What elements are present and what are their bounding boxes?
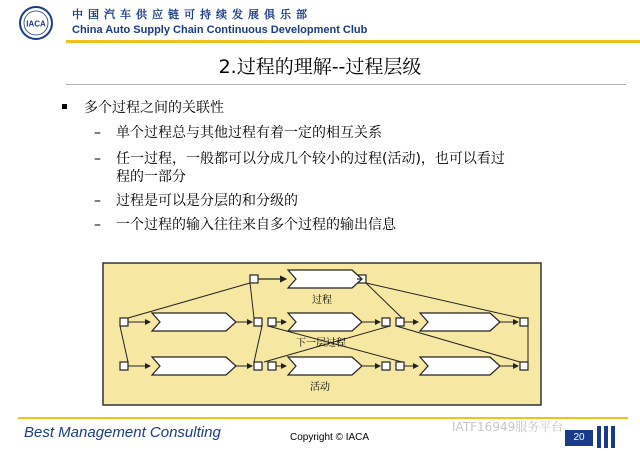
process-chevron — [152, 313, 236, 331]
sub-item — [94, 122, 382, 142]
connector-box — [382, 362, 390, 370]
connector-box — [520, 362, 528, 370]
connector-box — [268, 318, 276, 326]
sub-item-text: 一个过程的输入往往来自多个过程的输出信息 — [116, 217, 396, 233]
sub-item — [94, 214, 396, 234]
process-chevron — [288, 270, 362, 288]
bullet-main: 多个过程之间的关联性 — [84, 100, 224, 116]
bullet-marker — [62, 104, 67, 109]
dash-marker: – — [94, 151, 101, 167]
slide-title: 2.过程的理解--过程层级 — [218, 56, 422, 78]
label-sub-process: 下一层过程 — [296, 338, 346, 349]
process-chevron — [288, 313, 362, 331]
connector-box — [120, 362, 128, 370]
dash-marker: – — [94, 217, 101, 233]
logo-text: IACA — [26, 19, 46, 29]
club-name-cn: 中国汽车供应链可持续发展俱乐部 — [72, 8, 312, 21]
decorative-bars-icon — [597, 426, 621, 448]
connector-box — [120, 318, 128, 326]
dash-marker: – — [94, 125, 101, 141]
sub-item-text: 过程是可以是分层的和分级的 — [116, 193, 298, 209]
connector-box — [250, 275, 258, 283]
connector-box — [396, 362, 404, 370]
title-divider — [66, 84, 626, 85]
sub-item-text: 任一过程，一般都可以分成几个较小的过程(活动)，也可以看过 — [116, 151, 505, 167]
process-chevron — [152, 357, 236, 375]
company-name: Best Management Consulting — [24, 424, 221, 441]
label-activity: 活动 — [310, 382, 330, 393]
sub-item — [94, 148, 505, 168]
connector-box — [268, 362, 276, 370]
process-hierarchy-diagram — [102, 262, 542, 406]
activity-row — [120, 357, 528, 375]
header — [0, 0, 640, 44]
process-chevron — [420, 357, 500, 375]
club-name-en: China Auto Supply Chain Continuous Development Club — [72, 24, 368, 36]
process-chevron — [420, 313, 500, 331]
sub-item-continuation: 程的一部分 — [116, 169, 186, 185]
connector-box — [382, 318, 390, 326]
iaca-logo — [18, 5, 54, 41]
page-number: 20 — [565, 430, 593, 446]
connector-box — [396, 318, 404, 326]
dash-marker: – — [94, 193, 101, 209]
header-divider — [66, 40, 640, 43]
sub-item-text: 单个过程总与其他过程有着一定的相互关系 — [116, 125, 382, 141]
sub-process-row — [120, 313, 528, 331]
label-process: 过程 — [312, 295, 332, 306]
watermark-text: IATF16949服务平台 — [452, 420, 564, 434]
connector-box — [254, 362, 262, 370]
connector-box — [520, 318, 528, 326]
sub-item — [94, 190, 298, 210]
connector-box — [254, 318, 262, 326]
copyright-text: Copyright © IACA — [290, 432, 370, 443]
process-chevron — [288, 357, 362, 375]
